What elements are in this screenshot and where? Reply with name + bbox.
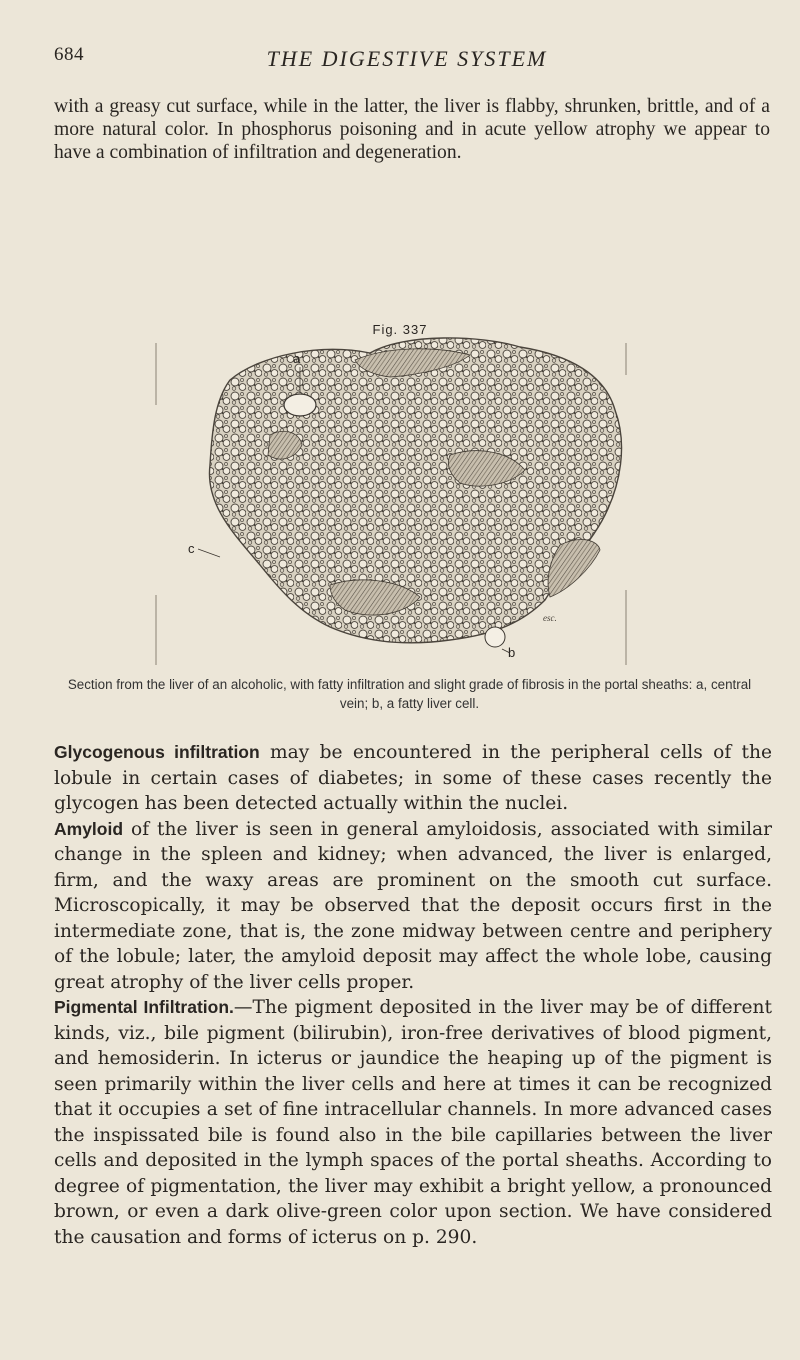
body-text <box>54 740 772 1250</box>
paragraph-heading: Glycogenous infiltration <box>54 742 260 762</box>
paragraph-text: may be encountered in the peripheral cells of the lobule in certain cases of diabetes; in some of these cases recently the glycogen has been detected actually within the nuclei. <box>54 742 772 814</box>
page-header <box>54 44 760 84</box>
figure-label: Fig. 337 <box>372 322 428 337</box>
paragraph-amyloid <box>54 817 772 996</box>
page-number: 684 <box>54 44 84 65</box>
label-c: c <box>188 541 195 556</box>
paragraph-text: —The pigment deposited in the liver may be of different kinds, viz., bile pigment (bilirubin), iron-free derivatives of blood pigment, and hemosiderin. In icterus or jaundice the heaping up of the pigment is seen primarily within the liver cells and here at times it can be recognized that it occupies a set of fine intracellular channels. In more advanced cases the inspissated bile is found also in the bile capillaries between the liver cells and deposited in the lymph spaces of the portal sheaths. According to degree of pigmentation, the liver may exhibit a bright yellow, a pronounced brown, or even a dark olive-green color upon section. We have considered the causation and forms of icterus on p. 290. <box>54 997 772 1248</box>
engraver-mark: esc. <box>543 613 557 623</box>
paragraph-heading: Amyloid <box>54 818 124 839</box>
liver-section-illustration <box>150 335 670 670</box>
paragraph-pigmental <box>54 995 772 1250</box>
figure-caption: Section from the liver of an alcoholic, with fatty infiltration and slight grade of fibrosis in the portal sheaths: a, central vein; b, a fatty liver cell. <box>67 677 752 711</box>
paragraph-glycogenous <box>54 740 772 817</box>
central-vein <box>284 394 316 416</box>
paragraph-heading: Pigmental Infiltration. <box>54 997 234 1017</box>
fatty-liver-cell <box>485 627 505 647</box>
histology-drawing <box>150 335 670 670</box>
label-a: a <box>293 351 301 366</box>
intro-paragraph: with a greasy cut surface, while in the latter, the liver is flabby, shrunken, brittle, and of a more natural color. In phosphorus poisoning and in acute yellow atrophy we appear to have a combination of infiltration and degeneration. <box>54 96 770 163</box>
paragraph-text: of the liver is seen in general amyloidosis, associated with similar change in the spleen and kidney; when advanced, the liver is enlarged, firm, and the waxy areas are prominent on the smooth cut surface. Microscopically, it may be observed that the deposit occurs first in the intermediate zone, that is, the zone midway between centre and periphery of the lobule; later, the amyloid deposit may affect the whole lobe, causing great atrophy of the liver cells proper. <box>54 818 772 993</box>
running-title: THE DIGESTIVE SYSTEM <box>266 46 548 71</box>
label-b: b <box>508 645 516 660</box>
